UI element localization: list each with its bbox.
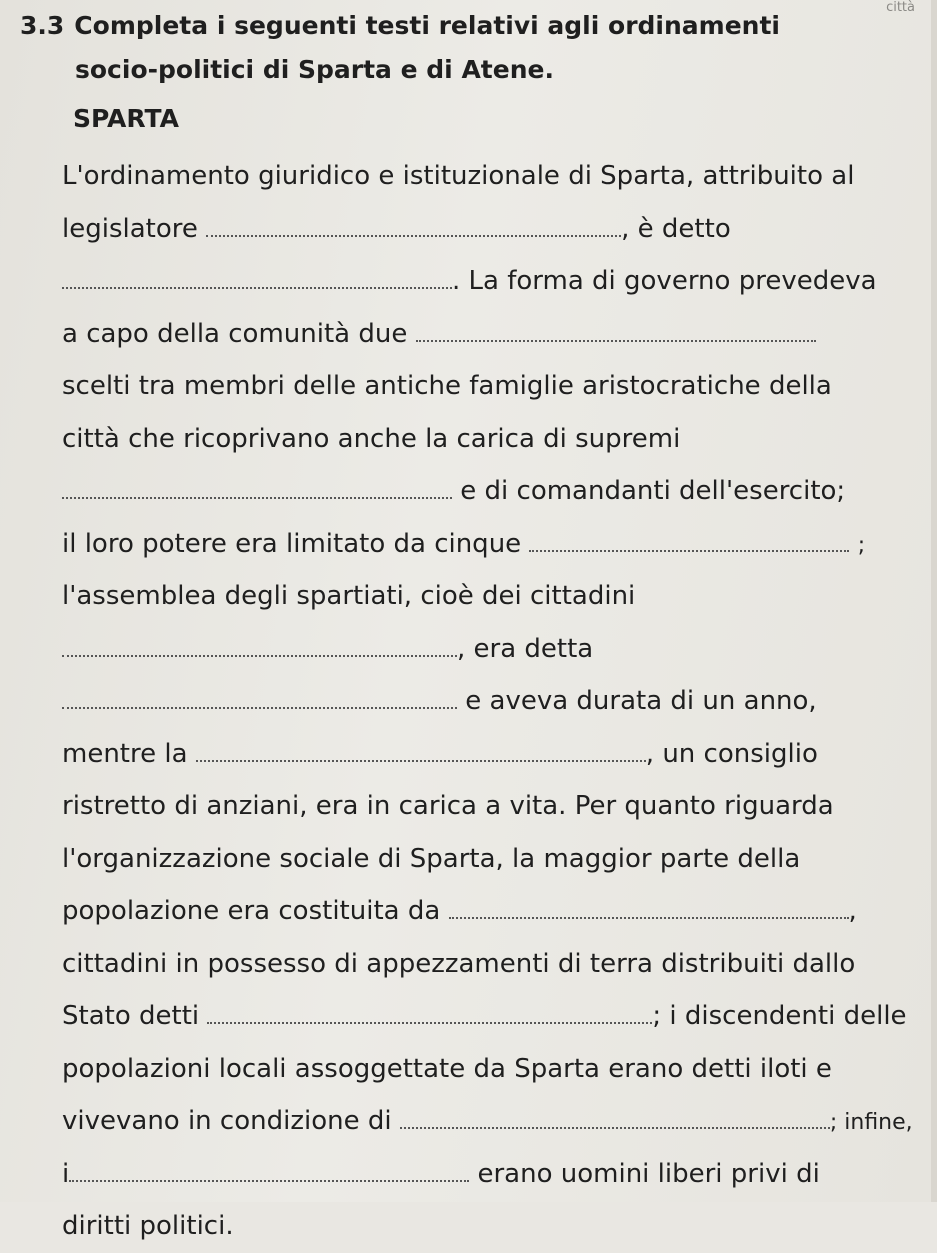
text-line <box>62 413 912 466</box>
text-segment: erano uomini liberi privi di <box>477 1158 820 1189</box>
blank-free-men-name[interactable] <box>69 1158 469 1182</box>
text-line <box>62 465 912 518</box>
text-line <box>62 308 912 361</box>
exercise-instruction <box>20 4 900 92</box>
blank-land-plots-name[interactable] <box>207 1000 652 1024</box>
text-segment: ristretto di anziani, era in carica a vita. Per quanto riguarda <box>62 791 834 821</box>
text-line <box>62 938 912 991</box>
text-segment: , era detta <box>457 633 594 664</box>
text-segment: Stato detti <box>62 1001 200 1031</box>
text-line <box>62 1095 912 1148</box>
text-segment: città che ricoprivano anche la carica di supremi <box>62 423 681 454</box>
text-line <box>62 885 912 938</box>
text-segment: , è detto <box>621 213 731 244</box>
text-segment: ; <box>857 532 866 558</box>
instruction-line-2: socio-politici di Sparta e di Atene. <box>75 55 554 84</box>
text-segment: l'assemblea degli spartiati, cioè dei cittadini <box>62 581 636 611</box>
text-segment: a capo della comunità due <box>62 318 408 349</box>
text-line <box>62 728 912 781</box>
text-segment: il loro potere era limitato da cinque <box>62 528 522 559</box>
text-segment: , un consiglio <box>645 738 818 769</box>
text-segment: legislatore <box>62 213 198 244</box>
text-segment: i <box>62 1158 70 1189</box>
text-segment: ; i discendenti delle <box>652 1001 907 1031</box>
text-line <box>62 623 912 676</box>
text-line <box>62 833 912 886</box>
section-heading: SPARTA <box>73 104 179 133</box>
fill-in-text <box>62 150 912 1253</box>
text-line <box>62 570 912 623</box>
text-segment: ; infine, <box>829 1110 913 1135</box>
text-segment: , <box>848 896 857 926</box>
text-segment: . La forma di governo prevedeva <box>452 266 877 296</box>
text-line <box>62 518 912 571</box>
text-line <box>62 675 912 728</box>
text-line <box>62 990 912 1043</box>
text-segment: cittadini in possesso di appezzamenti di terra distribuiti dallo <box>62 948 856 979</box>
blank-two-leaders[interactable] <box>416 318 816 342</box>
text-segment: mentre la <box>62 738 188 769</box>
blank-five-magistrates[interactable] <box>529 528 849 552</box>
blank-helots-condition[interactable] <box>400 1105 830 1129</box>
text-line <box>62 150 912 203</box>
text-line <box>62 360 912 413</box>
text-line <box>62 1043 912 1096</box>
blank-ordinamento-name[interactable] <box>62 265 452 289</box>
blank-population-group[interactable] <box>449 895 849 919</box>
blank-assembly-name[interactable] <box>62 685 457 709</box>
blank-supreme-office[interactable] <box>62 475 452 499</box>
text-segment: e di comandanti dell'esercito; <box>460 476 846 506</box>
exercise-number: 3.3 <box>20 11 65 40</box>
text-segment: l'organizzazione sociale di Sparta, la maggior parte della <box>62 843 801 874</box>
blank-legislator[interactable] <box>206 213 621 237</box>
text-line <box>62 1148 912 1201</box>
text-segment: scelti tra membri delle antiche famiglie aristocratiche della <box>62 371 832 401</box>
text-segment: L'ordinamento giuridico e istituzionale di Sparta, attribuito al <box>62 161 855 191</box>
text-segment: popolazione era costituita da <box>62 896 441 926</box>
text-segment: popolazioni locali assoggettate da Sparta erano detti iloti e <box>62 1053 832 1084</box>
corner-note: città <box>886 0 915 15</box>
instruction-line-1: Completa i seguenti testi relativi agli ordinamenti <box>74 11 780 40</box>
text-segment: vivevano in condizione di <box>62 1106 392 1136</box>
text-line <box>62 255 912 308</box>
text-line <box>62 1200 912 1253</box>
text-line <box>62 203 912 256</box>
blank-council-name[interactable] <box>196 738 646 762</box>
text-segment: diritti politici. <box>62 1211 234 1241</box>
text-line <box>62 780 912 833</box>
page-edge <box>931 0 937 1202</box>
blank-citizens[interactable] <box>62 633 457 657</box>
text-segment: e aveva durata di un anno, <box>465 686 817 716</box>
